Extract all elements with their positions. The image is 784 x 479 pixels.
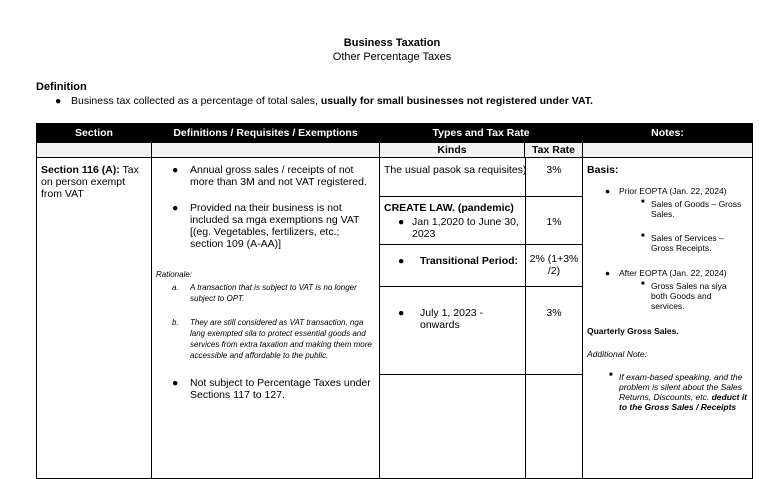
- type-row: CREATE LAW. (pandemic) ● Jan 1,2020 to June 30, 2023 1%: [380, 196, 582, 245]
- bullet-icon: ●: [172, 164, 179, 176]
- subheader-tax-rate: Tax Rate: [525, 143, 583, 158]
- bullet-icon: ■: [641, 199, 645, 205]
- bullet-icon: ●: [605, 268, 611, 278]
- page-subtitle: Other Percentage Taxes: [332, 51, 452, 63]
- notes-basis: Basis:: [587, 164, 619, 176]
- bullet-icon: ■: [641, 281, 645, 287]
- definition-text: Business tax collected as a percentage of total sales, usually for small businesses not registered under VAT.: [71, 95, 593, 107]
- tax-table: [36, 123, 753, 479]
- bullet-icon: ■: [609, 372, 613, 378]
- definitions-cell: ● Annual gross sales / receipts of not more than 3M and not VAT registered. ● Provided na their business is not included sa mga exemptions ng VAT [(eg. Vegetables, fertilizers, etc.; section 109 (A-AA)] Rationale: a. A transaction that is subject to VAT is no longer subject to OPT. b. They are still considered as VAT transaction, nga lang exempted sila to protect essential goods and services from extra taxation and making them more accessible and affordable to the public. ● Not subject to Percentage Taxes under Sections 117 to 127.: [152, 158, 380, 479]
- type-row: ● July 1, 2023 - onwards 3%: [380, 286, 582, 375]
- bullet-icon: ●: [172, 202, 179, 214]
- type-row: ● Transitional Period: 2% (1+3% /2): [380, 244, 582, 287]
- section-cell: Section 116 (A): Tax on person exempt from VAT: [37, 158, 152, 479]
- notes-quarterly: Quarterly Gross Sales.: [587, 326, 679, 336]
- definition-heading: Definition: [36, 81, 87, 93]
- bullet-icon: ■: [641, 233, 645, 239]
- rationale-label: Rationale:: [156, 270, 193, 279]
- header-definitions: Definitions / Requisites / Exemptions: [152, 124, 380, 143]
- subheader-kinds: Kinds: [380, 143, 525, 158]
- type-row: [380, 374, 582, 479]
- page-title: Business Taxation: [343, 37, 441, 49]
- header-section: Section: [37, 124, 152, 143]
- header-notes: Notes:: [583, 124, 753, 143]
- types-cell: [380, 158, 583, 479]
- bullet-icon: ●: [398, 255, 405, 267]
- bullet-icon: ●: [55, 95, 62, 107]
- bullet-icon: ●: [172, 377, 179, 389]
- notes-cell: Basis: ● Prior EOPTA (Jan. 22, 2024) ■ Sales of Goods – Gross Sales. ■ Sales of Services – Gross Receipts. ● After EOPTA (Jan. 22, 2024) ■ Gross Sales na siya both Goods and services. Quarterly Gross Sales. Additional Note: ■ If exam-based speaking, and the problem is silent about the Sales Returns, Discounts, etc. deduct it to the Gross Sales / Receipts: [583, 158, 753, 479]
- rationale-b-label: b.: [172, 318, 179, 327]
- bullet-icon: ●: [605, 186, 611, 196]
- subheader-blank: [152, 143, 380, 158]
- rationale-a-text: A transaction that is subject to VAT is no longer subject to OPT.: [190, 283, 357, 303]
- type-row: The usual pasok sa requisites) 3%: [380, 158, 582, 196]
- subheader-blank: [583, 143, 753, 158]
- notes-additional: Additional Note:: [587, 349, 648, 359]
- rationale-a-label: a.: [172, 283, 179, 292]
- bullet-icon: ●: [398, 307, 405, 319]
- rationale-b-text: They are still considered as VAT transaction, nga lang exempted sila to protect essential goods and services from extra taxation and making them more accessible and affordable to the public.: [190, 318, 372, 360]
- header-types: Types and Tax Rate: [380, 124, 583, 143]
- subheader-blank: [37, 143, 152, 158]
- bullet-icon: ●: [398, 216, 405, 228]
